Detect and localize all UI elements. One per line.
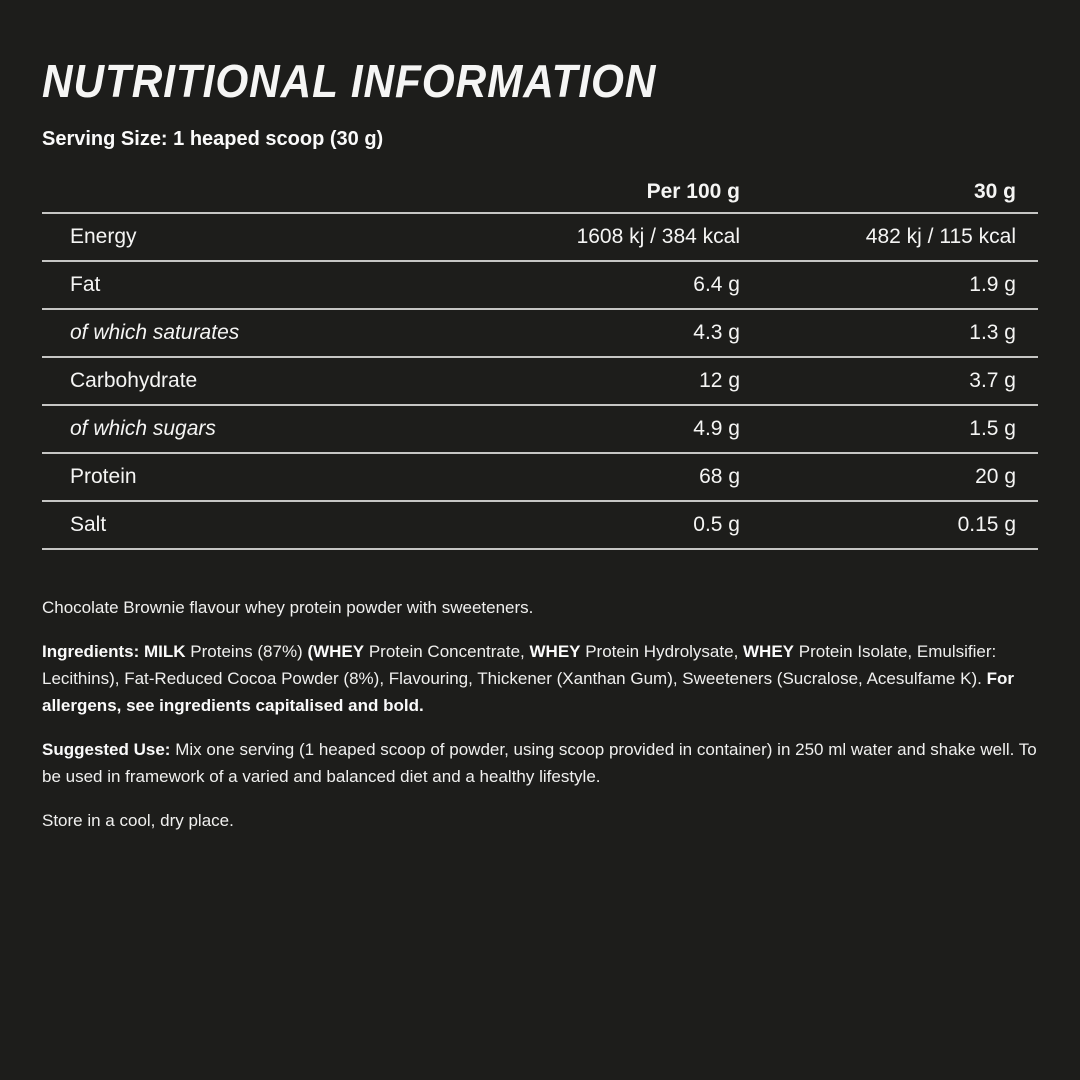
row-value-per-100g: 68 g: [699, 465, 740, 488]
row-label: of which sugars: [70, 417, 216, 440]
page-title: NUTRITIONAL INFORMATION: [42, 55, 657, 107]
row-label: Protein: [70, 465, 137, 488]
row-value-30g: 20 g: [975, 465, 1016, 488]
row-label: Energy: [70, 225, 137, 248]
row-label: Carbohydrate: [70, 369, 198, 392]
table-row-fat: [42, 262, 1038, 310]
row-value-per-100g: 6.4 g: [693, 273, 740, 296]
row-value-per-100g: 0.5 g: [693, 513, 740, 536]
description-text: Chocolate Brownie flavour whey protein powder with sweeteners.: [42, 598, 534, 617]
row-value-30g: 1.3 g: [969, 321, 1016, 344]
row-value-30g: 1.9 g: [969, 273, 1016, 296]
row-value-30g: 482 kj / 115 kcal: [865, 225, 1016, 248]
row-value-30g: 0.15 g: [957, 513, 1016, 536]
serving-size-text: Serving Size: 1 heaped scoop (30 g): [42, 128, 384, 150]
table-row-salt: [42, 502, 1038, 550]
row-value-per-100g: 4.9 g: [693, 417, 740, 440]
table-row-sugars: [42, 406, 1038, 454]
suggested-use-text: Suggested Use: Mix one serving (1 heaped scoop of powder, using scoop provided in container) in 250 ml water and shake well. To be used in framework of a varied and balanced diet and a healthy lifestyle.: [42, 740, 1037, 786]
column-header-30g: 30 g: [973, 179, 1016, 203]
row-label: Fat: [70, 273, 101, 296]
row-label: of which saturates: [70, 321, 240, 344]
row-value-30g: 3.7 g: [969, 369, 1016, 392]
column-header-per-100g: Per 100 g: [646, 179, 740, 203]
nutrition-table: [42, 171, 1038, 550]
row-value-30g: 1.5 g: [969, 417, 1016, 440]
row-value-per-100g: 4.3 g: [693, 321, 740, 344]
row-label: Salt: [70, 513, 107, 536]
table-row-energy: [42, 214, 1038, 262]
table-row-carbohydrate: [42, 358, 1038, 406]
table-row-protein: [42, 454, 1038, 502]
storage-text: Store in a cool, dry place.: [42, 811, 234, 830]
table-header-row: [42, 171, 1038, 214]
table-row-saturates: [42, 310, 1038, 358]
row-value-per-100g: 1608 kj / 384 kcal: [576, 225, 740, 248]
row-value-per-100g: 12 g: [699, 369, 740, 392]
ingredients-text: Ingredients: MILK Proteins (87%) (WHEY Protein Concentrate, WHEY Protein Hydrolysate, WHEY Protein Isolate, Emulsifier: Lecithins), Fat-Reduced Cocoa Powder (8%), Flavouring, Thickener (Xanthan Gum), Sweeteners (Sucralose, Acesulfame K). For allergens, see ingredients capitalised and bold.: [42, 642, 1014, 715]
